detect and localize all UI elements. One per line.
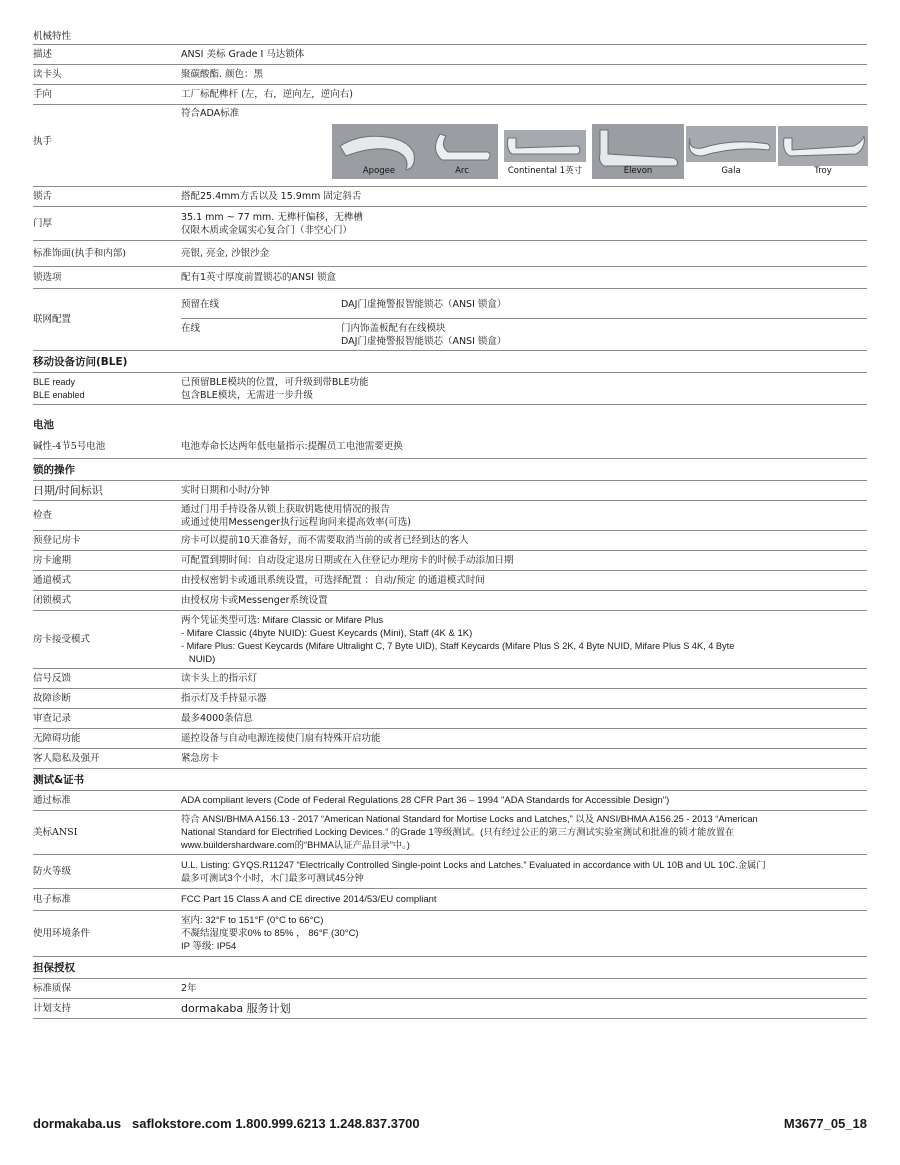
spec-key: 电子标准 — [33, 894, 72, 905]
spec-row-feedback — [33, 669, 867, 689]
spec-value: 紧急房卡 — [181, 753, 220, 764]
spec-value: 35.1 mm ~ 77 mm. 无榫杆偏移，无榫槽 — [181, 211, 363, 223]
spec-key: 房卡接受模式 — [33, 634, 91, 645]
spec-row-environment — [33, 911, 867, 957]
spec-row-expiry — [33, 551, 867, 571]
page-footer — [33, 1116, 867, 1131]
network-option-ready — [181, 292, 867, 319]
spec-row-finish — [33, 241, 867, 267]
network-mode: 预留在线 — [181, 299, 220, 310]
spec-key: 通道模式 — [33, 575, 72, 586]
ada-note: 符合ADA标准 — [181, 108, 240, 119]
spec-key: 锁舌 — [33, 191, 53, 202]
spec-row-deadbolt — [33, 591, 867, 611]
spec-value: 室内: 32°F to 151°F (0°C to 66°C) — [181, 915, 324, 926]
spec-value: 已预留BLE模块的位置，可升级到带BLE功能 — [181, 376, 369, 388]
section-ble-title: 移动设备访问(BLE) — [33, 351, 867, 373]
lever-name: Apogee — [362, 166, 396, 176]
spec-row-datetime — [33, 481, 867, 501]
spec-row-latch — [33, 187, 867, 207]
spec-value: FCC Part 15 Class A and CE directive 2014/53/EU compliant — [181, 894, 437, 905]
spec-key: 审查记录 — [33, 713, 72, 724]
spec-value: U.L. Listing: GYQS.R11247 “Electrically Controlled Single-point Locks and Latches.” Evaluated in accordance with UL 10B and UL 10C.金属门 — [181, 859, 766, 870]
network-option-online — [181, 319, 867, 348]
spec-value: 不凝结湿度要求0% to 85% ， 86°F (30°C) — [181, 928, 359, 939]
lever-apogee — [332, 124, 426, 179]
spec-key: 标准饰面(执手和内部) — [33, 248, 126, 259]
spec-value: ANSI 美标 Grade I 马达锁体 — [181, 49, 305, 60]
lever-name: Continental 1英寸 — [507, 166, 583, 176]
spec-value: 电池寿命长达两年低电量指示:提醒员工电池需要更换 — [181, 441, 403, 452]
spec-value: 最多可测试3个小时，木门最多可测试45分钟 — [181, 872, 364, 883]
spec-key: 联网配置 — [33, 314, 72, 325]
spec-row-network — [33, 289, 867, 351]
spec-key: 闭锁模式 — [33, 595, 72, 606]
spec-value: 最多4000条信息 — [181, 713, 253, 724]
spec-key: 客人隐私及强开 — [33, 753, 100, 764]
spec-row-ble — [33, 373, 867, 405]
spec-value: 聚碳酸酯. 颜色：黑 — [181, 69, 264, 80]
spec-key: 信号反馈 — [33, 673, 72, 684]
spec-value: 搭配25.4mm方舌以及 15.9mm 固定斜舌 — [181, 191, 362, 202]
spec-key: 计划支持 — [33, 1003, 72, 1014]
spec-row-accessibility — [33, 729, 867, 749]
section-operation-title: 锁的操作 — [33, 459, 867, 481]
section-battery-title: 电池 — [33, 419, 54, 431]
spec-row-reader — [33, 65, 867, 85]
footer-doc-number: M3677_05_18 — [783, 1116, 867, 1131]
spec-row-card-modes — [33, 611, 867, 669]
spec-value: - Mifare Classic (4byte NUID): Guest Keycards (Mini), Staff (4K & 1K) — [181, 627, 473, 639]
spec-value: 配有1英寸厚度前置锁芯的ANSI 锁盒 — [181, 272, 337, 283]
spec-key: 标准质保 — [33, 983, 72, 994]
spec-value: 工厂标配榫杆 (左，右，逆向左，逆向右) — [181, 89, 353, 100]
spec-row-ada — [33, 791, 867, 811]
spec-key: 执手 — [33, 136, 53, 147]
network-mode: 在线 — [181, 322, 201, 334]
network-desc: DAJ门虚掩警报智能锁芯（ANSI 锁盒） — [341, 299, 507, 310]
spec-key: 描述 — [33, 49, 53, 60]
spec-value: 两个凭证类型可选: Mifare Classic or Mifare Plus — [181, 614, 384, 626]
spec-value: 由授权房卡或Messenger系统设置 — [181, 595, 328, 606]
spec-key: 使用环境条件 — [33, 928, 91, 939]
spec-row-privacy — [33, 749, 867, 769]
spec-value: 通过门用手持设备从锁上获取钥匙使用情况的报告 — [181, 503, 391, 515]
spec-value: IP 等级: IP54 — [181, 941, 237, 952]
spec-row-audit-check — [33, 501, 867, 531]
spec-value: 房卡可以提前10天准备好，而不需要取消当前的或者已经到达的客人 — [181, 535, 469, 546]
network-desc: DAJ门虚掩警报智能锁芯（ANSI 锁盒） — [341, 335, 507, 347]
spec-value: 2年 — [181, 983, 197, 994]
spec-value: 包含BLE模块，无需进一步升级 — [181, 389, 313, 401]
section-tests-title: 测试&证书 — [33, 769, 867, 791]
spec-row-service-plan — [33, 999, 867, 1019]
spec-row-passage — [33, 571, 867, 591]
spec-value: 遥控设备与自动电源连接使门扇有特殊开启功能 — [181, 733, 381, 744]
spec-row-description — [33, 45, 867, 65]
lever-name: Gala — [721, 166, 741, 176]
spec-row-levers — [33, 105, 867, 187]
spec-row-warranty — [33, 979, 867, 999]
spec-value: National Standard for Electrified Locking Devices.” 的Grade 1等级测试。(只有经过公正的第三方测试实验室测试和批准的锁才能放置在 — [181, 827, 735, 837]
lever-elevon — [592, 124, 684, 179]
spec-value: 指示灯及手持显示器 — [181, 693, 267, 704]
spec-key: 碱性-4节5号电池 — [33, 441, 106, 452]
spec-value: 可配置到期时间：自动设定退房日期或在入住登记办理房卡的时候手动添加日期 — [181, 555, 514, 566]
spec-key: 美标ANSI — [33, 827, 78, 838]
spec-value: 或通过使用Messenger执行远程询问来提高效率(可选) — [181, 516, 411, 528]
spec-key: BLE enabled — [33, 389, 85, 400]
spec-key: 日期/时间标识 — [33, 484, 103, 497]
network-desc: 门内饰盖板配有在线模块 — [341, 322, 446, 334]
spec-key: 故障诊断 — [33, 693, 72, 704]
spec-value: 读卡头上的指示灯 — [181, 673, 258, 684]
spec-row-fire — [33, 855, 867, 889]
lever-troy — [778, 124, 868, 179]
spec-key: 门厚 — [33, 218, 53, 229]
spec-key: 通过标准 — [33, 795, 72, 806]
lever-name: Elevon — [623, 166, 653, 176]
spec-key: 锁选项 — [33, 272, 62, 283]
spec-row-lock-options — [33, 267, 867, 289]
spec-key: 手向 — [33, 89, 53, 100]
lever-name: Arc — [455, 166, 469, 176]
spec-value: dormakaba 服务计划 — [181, 1002, 291, 1015]
spec-row-audit-trail — [33, 709, 867, 729]
spec-key: 无障碍功能 — [33, 733, 81, 744]
spec-row-battery — [33, 435, 867, 459]
spec-key: 房卡逾期 — [33, 555, 72, 566]
spec-value: 仅限木质或金属实心复合门（非空心门） — [181, 224, 353, 236]
footer-contact: dormakaba.us saflokstore.com 1.800.999.6213 1.248.837.3700 — [33, 1116, 420, 1131]
lever-gala — [684, 124, 778, 179]
spec-row-diagnostics — [33, 689, 867, 709]
spec-key: 防火等级 — [33, 866, 72, 877]
spec-row-handing — [33, 85, 867, 105]
section-warranty-title: 担保授权 — [33, 957, 867, 979]
spec-row-electronic — [33, 889, 867, 911]
lever-continental — [498, 124, 592, 179]
spec-value: www.buildershardware.com的“BHMA认证产品目录”中。) — [181, 840, 410, 850]
lever-arc — [426, 124, 498, 179]
spec-key: 预登记房卡 — [33, 535, 81, 546]
spec-value: NUID) — [181, 653, 216, 665]
spec-row-prereg — [33, 531, 867, 551]
spec-row-ansi — [33, 811, 867, 855]
spec-row-door-thickness — [33, 207, 867, 241]
spec-value: ADA compliant levers (Code of Federal Regulations 28 CFR Part 36 – 1994 "ADA Standards for Accessible Design") — [181, 795, 670, 806]
spec-key: 读卡头 — [33, 69, 62, 80]
lever-gallery — [332, 124, 868, 179]
spec-value: 符合 ANSI/BHMA A156.13 - 2017 “American National Standard for Mortise Locks and Latches,” 以及 ANSI/BHMA A156.25 - 2013 “American — [181, 814, 758, 824]
spec-key: 检查 — [33, 510, 53, 521]
spec-value: - Mifare Plus: Guest Keycards (Mifare Ultralight C, 7 Byte UID), Staff Keycards (Mifare Plus S 2K, 4 Byte NUID, Mifare Plus S 4K, 4 Byte — [181, 640, 735, 651]
spec-key: BLE ready — [33, 376, 76, 387]
spec-sheet — [33, 26, 867, 1019]
lever-name: Troy — [814, 166, 832, 176]
spec-value: 亮银, 亮金, 沙银沙金 — [181, 248, 270, 259]
spec-value: 由授权密钥卡或通讯系统设置，可选择配置 ：自动/预定 的通道模式时间 — [181, 575, 485, 586]
section-mechanical-title: 机械特性 — [33, 26, 867, 45]
spec-value: 实时日期和小时/分钟 — [181, 485, 270, 496]
